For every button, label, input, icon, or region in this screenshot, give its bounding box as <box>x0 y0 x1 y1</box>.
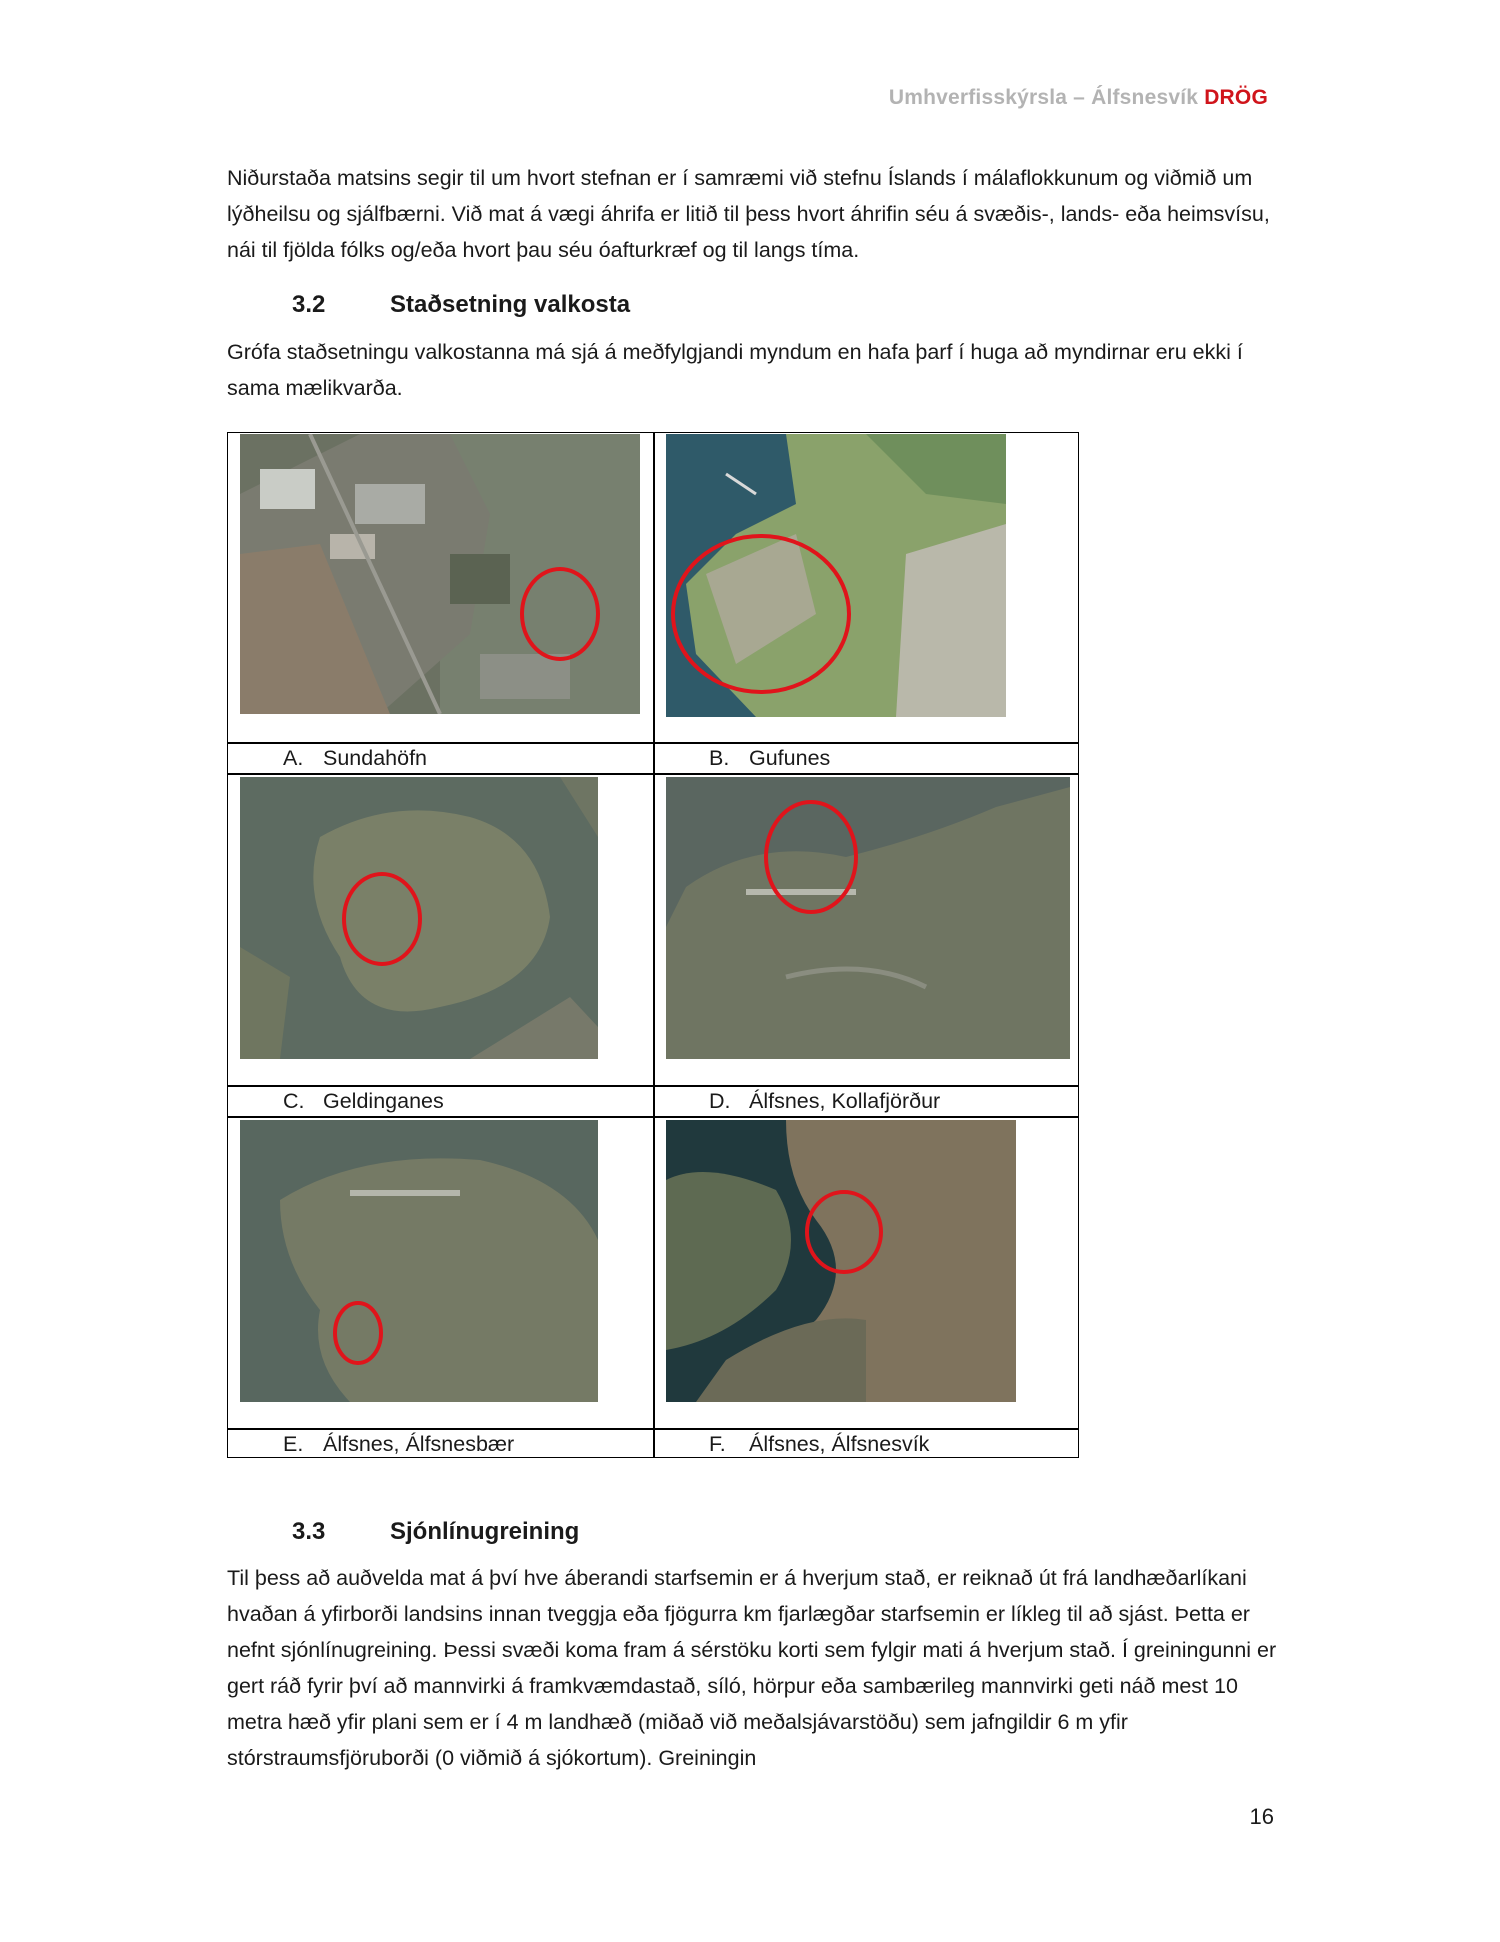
aerial-photo-geldinganes <box>240 777 598 1059</box>
caption-e <box>283 1429 514 1459</box>
page-number: 16 <box>1249 1804 1274 1829</box>
caption-d <box>709 1086 940 1116</box>
draft-label: DRÖG <box>1204 86 1268 109</box>
section-3-3-heading <box>292 1518 579 1546</box>
header-title: Umhverfisskýrsla – Álfsnesvík <box>888 86 1199 109</box>
caption-letter: D. <box>709 1089 731 1113</box>
caption-label: Álfsnes, Álfsnesvík <box>749 1432 930 1456</box>
aerial-photo-gufunes <box>666 434 1006 717</box>
section-number: 3.3 <box>292 1518 326 1545</box>
caption-b <box>709 743 830 773</box>
aerial-photo-alfsnes-alfsnesbaer <box>240 1120 598 1402</box>
caption-letter: E. <box>283 1432 304 1456</box>
caption-letter: A. <box>283 746 304 770</box>
section-title: Staðsetning valkosta <box>390 291 631 318</box>
section-3-2-paragraph: Grófa staðsetningu valkostanna má sjá á meðfylgjandi myndum en hafa þarf í huga að myndirnar eru ekki í sama mælikvarða. <box>227 340 1243 400</box>
section-title: Sjónlínugreining <box>390 1518 580 1545</box>
caption-label: Sundahöfn <box>323 746 428 770</box>
caption-letter: B. <box>709 746 730 770</box>
caption-f <box>709 1429 929 1459</box>
section-3-2-heading <box>292 291 630 319</box>
caption-c <box>283 1086 444 1116</box>
section-3-3-paragraph: Til þess að auðvelda mat á því hve áberandi starfsemin er á hverjum stað, er reiknað út frá landhæðarlíkani hvaðan á yfirborði landsins innan tveggja eða fjögurra km fjarlægðar starfsemin er líkleg til að sjást. Þetta er nefnt sjónlínugreining. Þessi svæði koma fram á sérstöku korti sem fylgir mati á hverjum stað. Í greiningunni er gert ráð fyrir því að mannvirki á framkvæmdastað, síló, hörpur eða sambærileg mannvirki geti náð mest 10 metra hæð yfir plani sem er í 4 m landhæð (miðað við meðalsjávarstöðu) sem jafngildir 6 m yfir stórstraumsfjöruborði (0 viðmið á sjókortum). Greiningin <box>227 1566 1277 1770</box>
figure-table <box>227 432 1079 1458</box>
section-number: 3.2 <box>292 291 326 318</box>
caption-label: Gufunes <box>749 746 831 770</box>
caption-label: Álfsnes, Kollafjörður <box>749 1089 941 1113</box>
intro-paragraph: Niðurstaða matsins segir til um hvort stefnan er í samræmi við stefnu Íslands í málaflokkunum og viðmið um lýðheilsu og sjálfbærni. Við mat á vægi áhrifa er litið til þess hvort áhrifin séu á svæðis-, lands- eða heimsvísu, nái til fjölda fólks og/eða hvort þau séu óafturkræf og til langs tíma. <box>227 166 1270 262</box>
aerial-photo-sundahofn <box>240 434 640 714</box>
aerial-photo-alfsnes-alfsnesvik <box>666 1120 1016 1402</box>
caption-label: Geldinganes <box>323 1089 444 1113</box>
aerial-photo-alfsnes-kollafjordur <box>666 777 1070 1059</box>
caption-a <box>283 743 427 773</box>
caption-label: Álfsnes, Álfsnesbær <box>323 1432 515 1456</box>
caption-letter: C. <box>283 1089 305 1113</box>
caption-letter: F. <box>709 1432 726 1456</box>
running-header <box>889 86 1268 110</box>
